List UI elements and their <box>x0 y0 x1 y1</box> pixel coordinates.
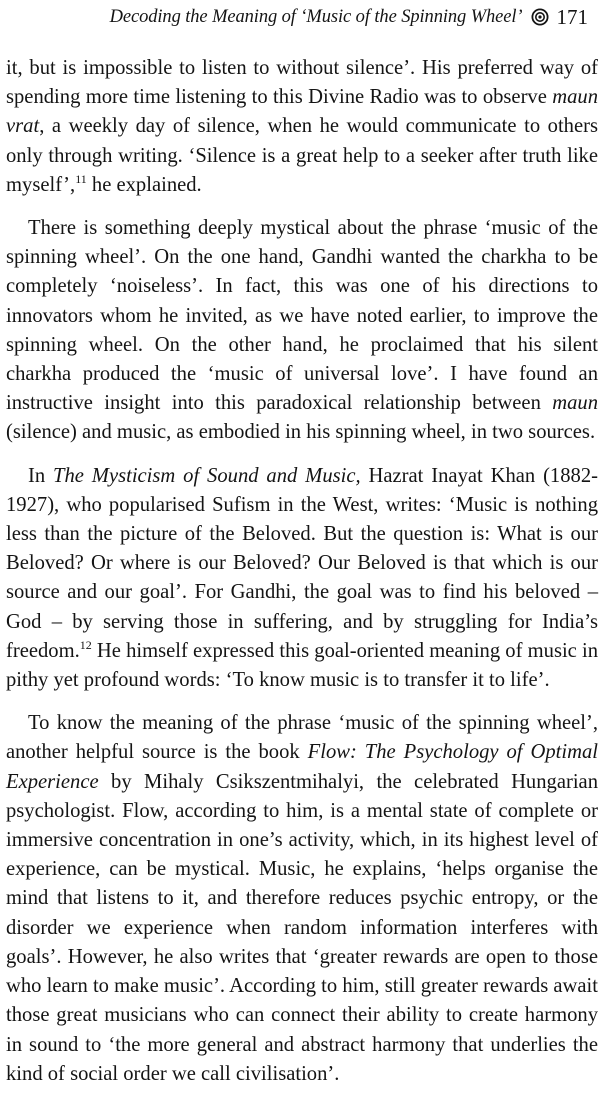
text-run: Hazrat Inayat Khan (1882-1927), who popularised Sufism in the West, writes: ‘Music is nothing less than the picture of the Beloved. But the question is: What is our Beloved? Or where is our Beloved? Our Beloved is that which is our source and our goal’. For Gandhi, the goal was to find his beloved – God – by serving those in suffering, and by struggling for India’s freedom. <box>6 464 598 662</box>
text-run: To know the meaning of the phrase ‘music of the spinning wheel’, another helpful source is the book <box>6 712 598 764</box>
footnote-marker: 12 <box>79 638 92 652</box>
text-run: In <box>28 464 54 487</box>
paragraph-4 <box>6 709 598 1089</box>
text-run: it, but is impossible to listen to without silence’. His preferred way of spending more time listening to this Divine Radio was to observe <box>6 57 598 109</box>
body-text <box>6 54 598 1103</box>
italic-term: maun vrat <box>6 86 598 138</box>
page-number: 171 <box>556 4 588 29</box>
text-run: (silence) and music, as embodied in his spinning wheel, in two sources. <box>6 421 596 444</box>
text-run: he explained. <box>86 173 202 196</box>
book-title: Flow: The Psychology of Optimal Experience <box>6 741 598 793</box>
text-run: There is something deeply mystical about the phrase ‘music of the spinning wheel’. On the one hand, Gandhi wanted the charkha to be completely ‘noiseless’. In fact, this was one of his directions to innovators whom he invited, as we have noted earlier, to improve the spinning wheel. On the other hand, he proclaimed that his silent charkha produced the ‘music of universal love’. I have found an instructive insight into this paradoxical relationship between <box>6 217 598 415</box>
italic-term: maun <box>552 392 598 415</box>
paragraph-1 <box>6 54 598 200</box>
text-run: , a weekly day of silence, when he would communicate to others only through writing. ‘Silence is a great help to a seeker after truth like myself’, <box>6 115 598 196</box>
footnote-marker: 11 <box>75 171 87 186</box>
paragraph-3 <box>6 462 598 696</box>
book-title: The Mysticism of Sound and Music, <box>53 464 361 487</box>
double-circle-ornament-icon <box>531 8 549 26</box>
running-header <box>0 2 588 32</box>
text-run: He himself expressed this goal-oriented meaning of music in pithy yet profound words: ‘To know music is to transfer it to life’. <box>6 639 598 692</box>
running-title: Decoding the Meaning of ‘Music of the Spinning Wheel’ <box>109 6 523 27</box>
paragraph-2 <box>6 214 598 448</box>
text-run: by Mihaly Csikszentmihalyi, the celebrated Hungarian psychologist. Flow, according to him, is a mental state of complete or immersive concentration in one’s activity, which, in its highest level of experience, can be mystical. Music, he explains, ‘helps organise the mind that listens to it, and therefore reduces psychic entropy, or the disorder we experience when random information interferes with goals’. However, he also writes that ‘greater rewards are open to those who learn to make music’. According to him, still greater rewards await those great musicians who can connect their ability to create harmony in sound to ‘the more general and abstract harmony that underlies the kind of social order we call civilisation’. <box>6 770 598 1085</box>
